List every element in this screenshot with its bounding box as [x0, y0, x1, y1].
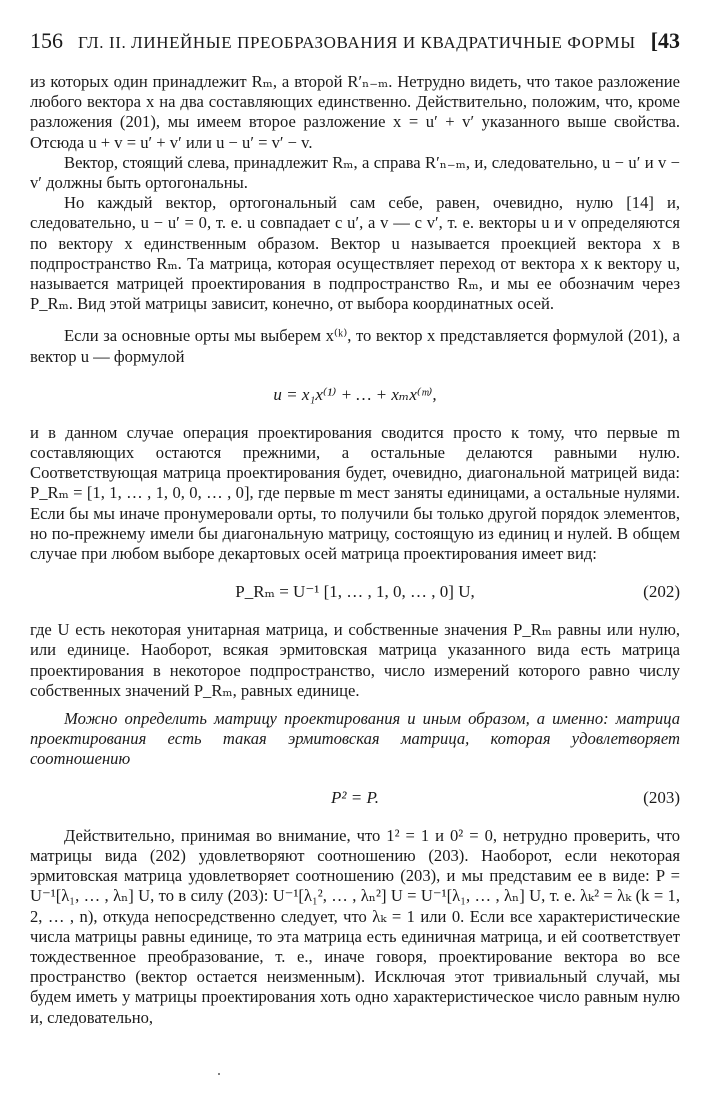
equation-202-expr: P_Rₘ = U⁻¹ [1, … , 1, 0, … , 0] U,: [235, 582, 475, 602]
equation-202: [30, 576, 680, 608]
print-speck: [218, 1073, 220, 1075]
equation-203-number: (203): [643, 787, 680, 807]
equation-203: [30, 782, 680, 814]
paragraph-3: Но каждый вектор, ортогональный сам себе, равен, очевидно, нулю [14] и, следовательно, u − u′ = 0, т. е. u совпадает с u′, а v — с v′, т. е. векторы u и v определяются по вектору x единственным образом. Вектор u называется проекцией вектора x в подпространство Rₘ. Та матрица, которая осуществляет переход от вектора x к вектору u, называется матрицей проектирования в подпространство Rₘ, и мы ее обозначим через P_Rₘ. Вид этой матрицы зависит, конечно, от выбора координатных осей.: [30, 193, 680, 314]
running-header: [30, 28, 680, 68]
paragraph-2: Вектор, стоящий слева, принадлежит Rₘ, а справа R′ₙ₋ₘ, и, следовательно, u − u′ и v − v′ должны быть ортогональны.: [30, 152, 680, 193]
equation-203-expr: P² = P.: [331, 787, 379, 807]
paragraph-7: Можно определить матрицу проектирования и иным образом, а именно: матрица проектирования есть такая эрмитовская матрица, которая удовлетворяет соотношению: [30, 709, 680, 769]
equation-202-number: (202): [643, 582, 680, 602]
equation-u: [30, 379, 680, 411]
paragraph-4: Если за основные орты мы выберем x⁽ᵏ⁾, то вектор x представляется формулой (201), а вектор u — формулой: [30, 326, 680, 366]
section-number: [43: [650, 28, 680, 53]
page: [30, 28, 680, 1028]
equation-u-expr: u = x₁x⁽¹⁾ + … + xₘx⁽ᵐ⁾,: [273, 384, 437, 404]
paragraph-1: из которых один принадлежит Rₘ, а второй R′ₙ₋ₘ. Нетрудно видеть, что такое разложение любого вектора x на два составляющих единственно. Действительно, положим, что, кроме разложения (201), мы имеем второе разложение x = u′ + v′ указанного выше свойства. Отсюда u + v = u′ + v′ или u − u′ = v′ − v.: [30, 72, 680, 152]
paragraph-8: Действительно, принимая во внимание, что 1² = 1 и 0² = 0, нетрудно проверить, что матрицы вида (202) удовлетворяют соотношению (203). Наоборот, если некоторая эрмитовская матрица удовлетворяет соотношению (203), и мы представим ее в виде: P = U⁻¹[λ₁, … , λₙ] U, то в силу (203): U⁻¹[λ₁², … , λₙ²] U = U⁻¹[λ₁, … , λₙ] U, т. е. λₖ² = λₖ (k = 1, 2, … , n), откуда непосредственно следует, что λₖ = 1 или 0. Если все характеристические числа матрицы равны единице, то эта матрица есть единичная матрица, и ей соответствует тождественное преобразование, т. е., иначе говоря, проектирование вектора во все пространство (вектор остается неизменным). Исключая этот тривиальный случай, мы будем иметь у матрицы проектирования хоть одно характеристическое число равным нулю и, следовательно,: [30, 825, 680, 1027]
paragraph-5: и в данном случае операция проектирования сводится просто к тому, что первые m составляющих остаются прежними, а остальные делаются равными нулю. Соответствующая матрица проектирования будет, очевидно, диагональной матрицей вида: P_Rₘ = [1, 1, … , 1, 0, 0, … , 0], где первые m мест заняты единицами, а остальные нулями. Если бы мы иначе пронумеровали орты, то получили бы только другой порядок элементов, но по-прежнему имели бы диагональную матрицу, состоящую из единиц и нулей. В общем случае при любом выборе декартовых осей матрица проектирования имеет вид:: [30, 422, 680, 564]
page-number: 156: [30, 28, 63, 53]
paragraph-6: где U есть некоторая унитарная матрица, и собственные значения P_Rₘ равны или нулю, или единице. Наоборот, всякая эрмитовская матрица указанного вида есть матрица проектирования в некоторое подпространство, число измерений которого равно числу собственных значений P_Rₘ, равных единице.: [30, 620, 680, 700]
running-title: ГЛ. II. ЛИНЕЙНЫЕ ПРЕОБРАЗОВАНИЯ И КВАДРАТИЧНЫЕ ФОРМЫ: [77, 33, 636, 52]
